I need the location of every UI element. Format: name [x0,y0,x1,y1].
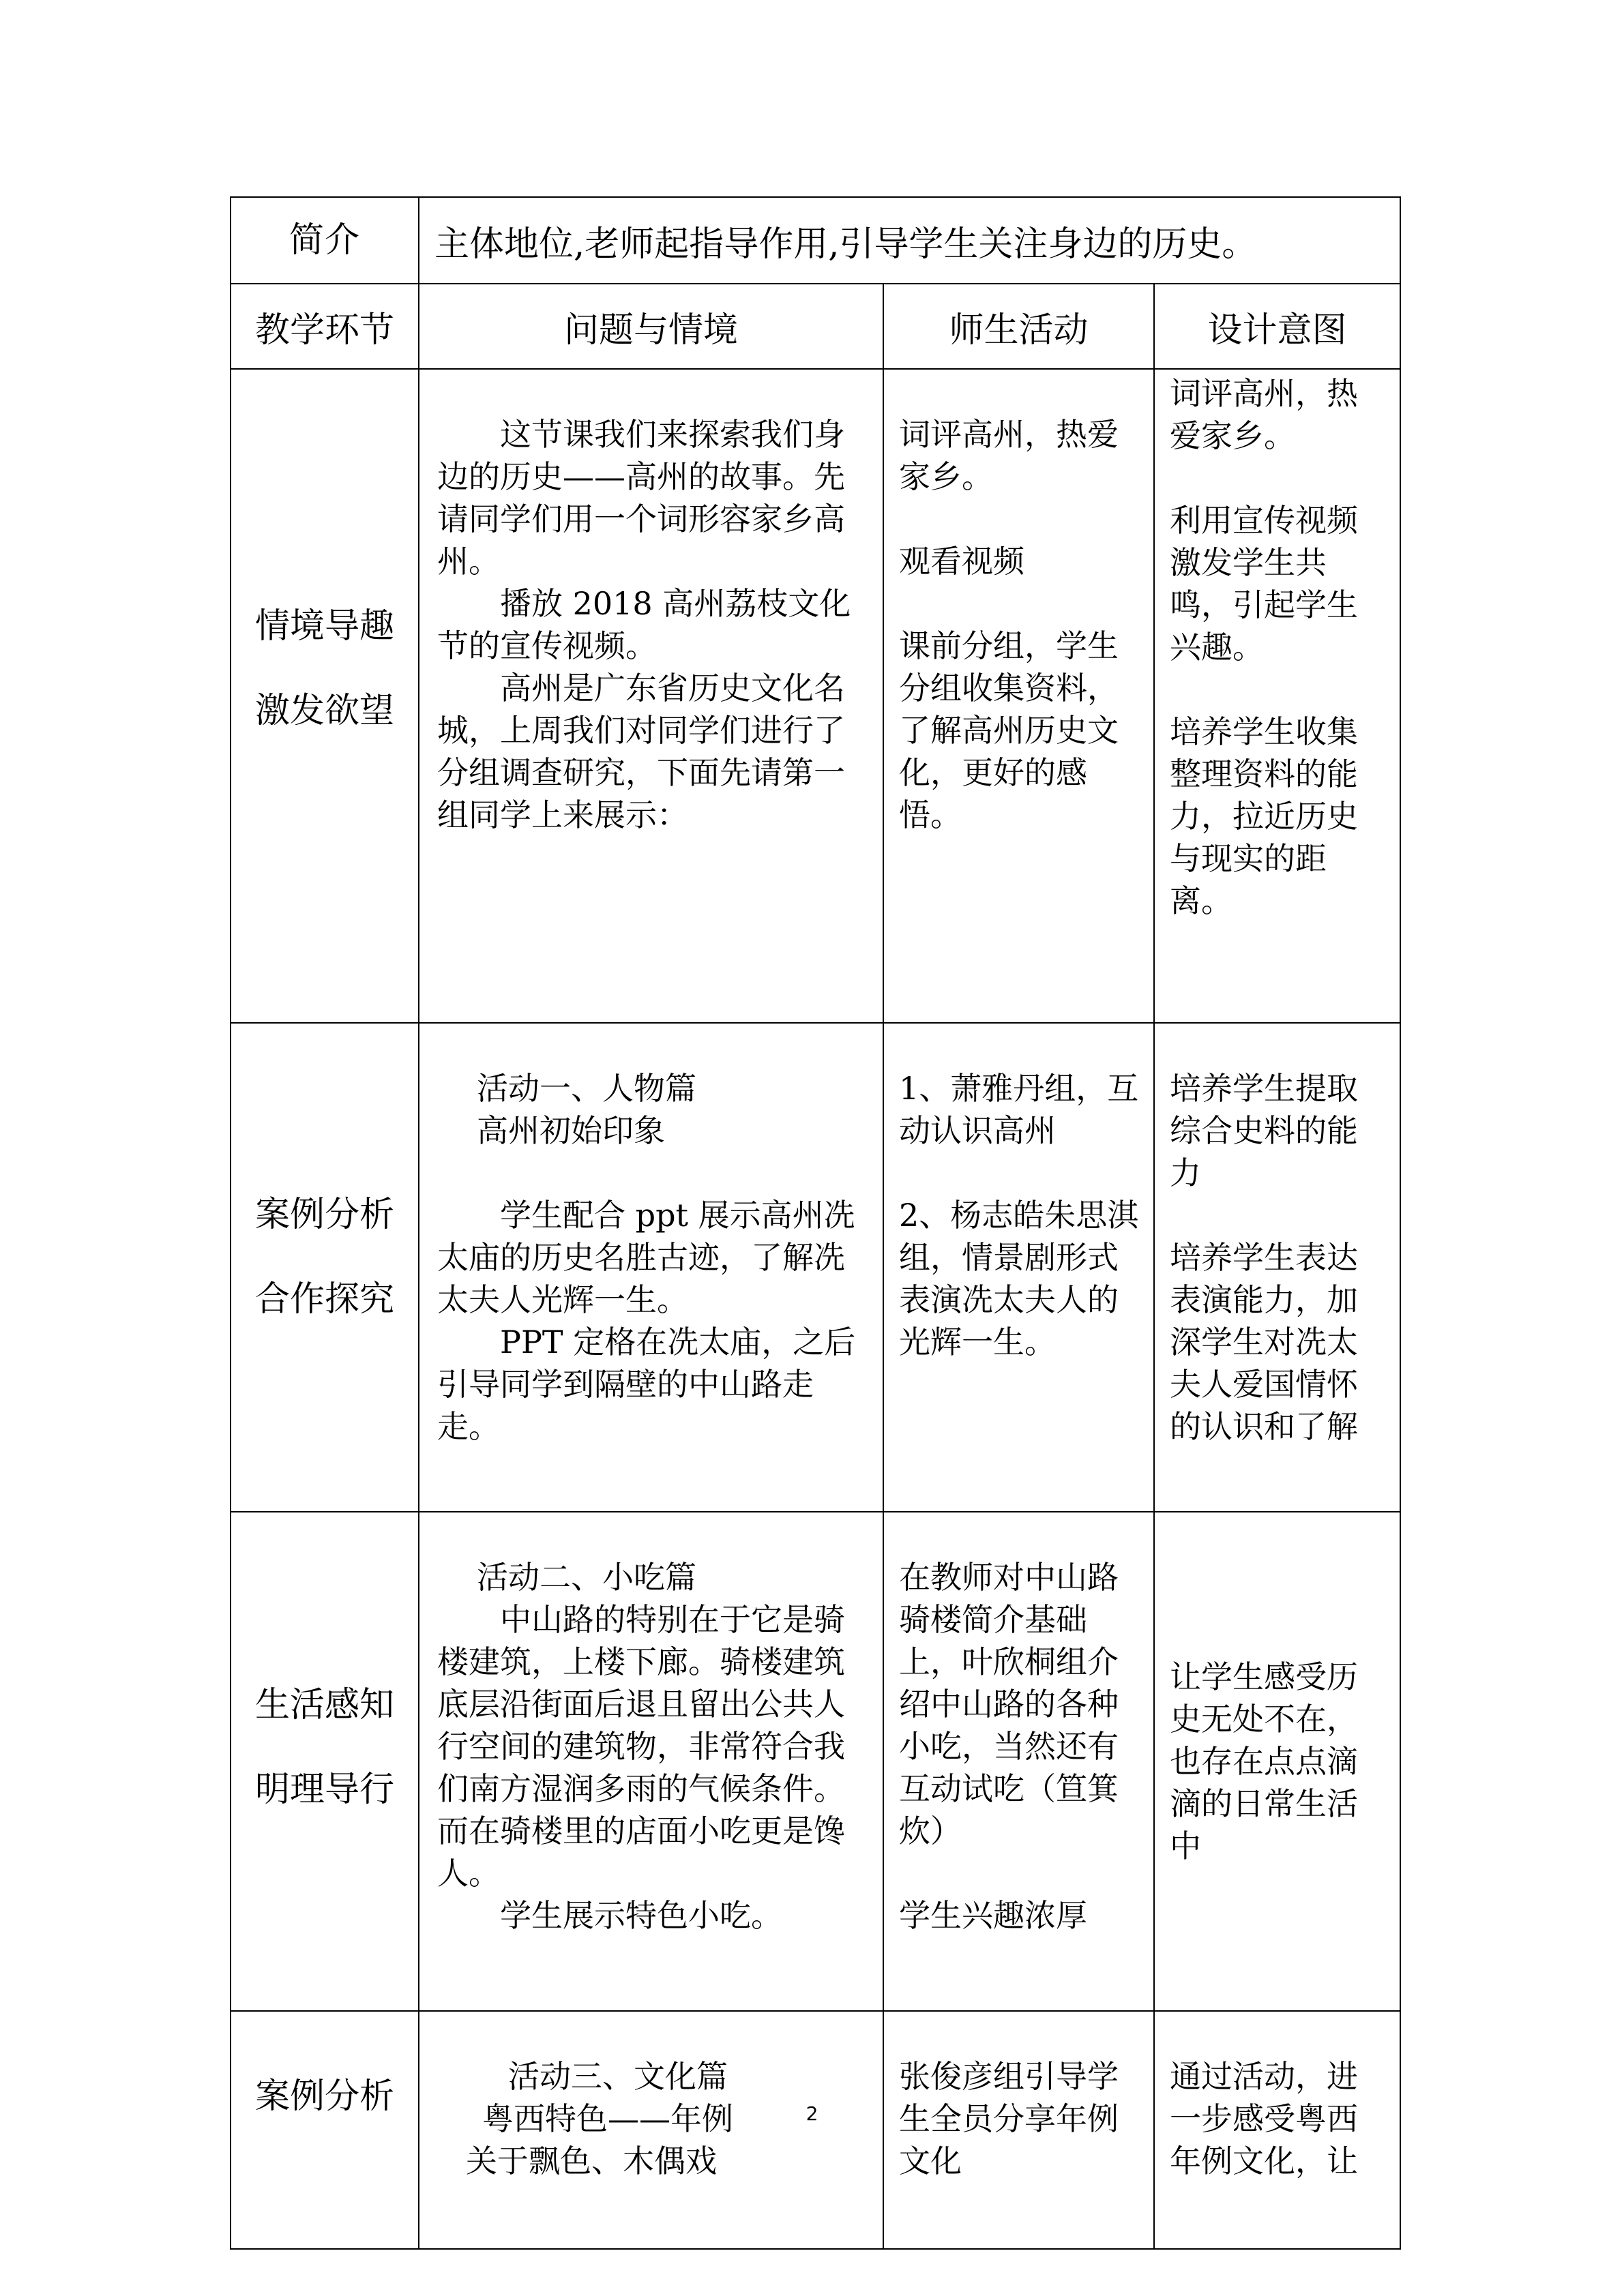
intent-paragraph: 通过活动，进一步感受粤西年例文化，让 [1170,2058,1358,2179]
question-paragraph: 学生配合 ppt 展示高州冼太庙的历史名胜古迹，了解冼太夫人光辉一生。 [437,1197,855,1318]
intro-row [231,197,1400,284]
intent-paragraph: 培养学生提取综合史料的能力 [1170,1070,1358,1191]
question-cell [419,1512,883,2011]
activity-subtitle: 粤西特色——年例 [482,2100,733,2137]
table-row [231,1023,1400,1512]
activity-paragraph: 1、萧雅丹组，互动认识高州 [899,1070,1139,1149]
activity-subtitle: 高州初始印象 [477,1112,665,1149]
activity-cell [883,369,1154,1023]
intent-paragraph: 培养学生表达表演能力，加深学生对冼太夫人爱国情怀的认识和了解 [1170,1239,1358,1445]
stage-label-line1: 案例分析 [254,2076,394,2117]
stage-label-line1: 生活感知 [254,1685,394,1725]
header-row [231,284,1400,369]
header-question: 问题与情境 [419,284,883,369]
activity-title: 活动一、人物篇 [477,1070,696,1107]
question-cell [419,2011,883,2249]
activity-title: 活动三、文化篇 [508,2058,728,2095]
activity-paragraph: 在教师对中山路骑楼简介基础上，叶欣桐组介绍中山路的各种小吃，当然还有互动试吃（笪箕炊） [899,1559,1119,1849]
stage-label [231,369,419,1023]
activity-paragraph: 词评高州，热爱家乡。 [899,416,1119,495]
table-row [231,1512,1400,2011]
activity-cell [883,1512,1154,2011]
header-activity: 师生活动 [883,284,1154,369]
intent-paragraph: 让学生感受历史无处不在，也存在点点滴滴的日常生活中 [1170,1658,1358,1864]
table-row [231,2011,1400,2249]
intent-paragraph: 利用宣传视频激发学生共鸣，引起学生兴趣。 [1170,502,1358,666]
stage-label-line1: 案例分析 [254,1194,394,1235]
stage-label-line2: 激发欲望 [254,690,394,731]
header-intent: 设计意图 [1154,284,1400,369]
activity-subtitle: 关于飘色、木偶戏 [466,2143,717,2179]
activity-paragraph: 课前分组，学生分组收集资料，了解高州历史文化，更好的感悟。 [899,627,1119,833]
question-paragraph: 学生展示特色小吃。 [500,1897,782,1934]
intent-paragraph: 培养学生收集整理资料的能力，拉近历史与现实的距离。 [1170,713,1358,919]
lesson-plan-table [230,196,1401,2250]
intro-text: 主体地位,老师起指导作用,引导学生关注身边的历史。 [419,197,1400,284]
intro-label: 简介 [231,197,419,284]
activity-cell [883,2011,1154,2249]
activity-paragraph: 观看视频 [899,543,1024,580]
intent-paragraph: 词评高州，热爱家乡。 [1170,375,1358,454]
intent-cell [1154,2011,1400,2249]
stage-label [231,1512,419,2011]
stage-label-line1: 情境导趣 [254,606,394,646]
activity-paragraph: 2、杨志皓朱思淇组，情景剧形式表演冼太夫人的光辉一生。 [899,1197,1139,1360]
stage-label [231,1023,419,1512]
intent-cell [1154,369,1400,1023]
question-cell [419,1023,883,1512]
stage-label [231,2011,419,2249]
question-paragraph: PPT 定格在冼太庙，之后引导同学到隔壁的中山路走走。 [437,1324,856,1445]
question-paragraph: 中山路的特别在于它是骑楼建筑，上楼下廊。骑楼建筑底层沿街面后退且留出公共人行空间的建筑物，非常符合我们南方湿润多雨的气候条件。而在骑楼里的店面小吃更是馋人。 [437,1601,845,1892]
table-row [231,369,1400,1023]
page-number: 2 [806,2102,818,2125]
question-paragraph: 这节课我们来探索我们身边的历史——高州的故事。先请同学们用一个词形容家乡高州。 [437,416,845,580]
activity-paragraph: 学生兴趣浓厚 [899,1897,1087,1934]
activity-cell [883,1023,1154,1512]
stage-label-line2: 明理导行 [254,1770,394,1810]
intent-cell [1154,1023,1400,1512]
header-stage: 教学环节 [231,284,419,369]
activity-title: 活动二、小吃篇 [477,1559,696,1596]
activity-paragraph: 张俊彦组引导学生全员分享年例文化 [899,2058,1119,2179]
stage-label-line2: 合作探究 [254,1279,394,1320]
question-paragraph: 高州是广东省历史文化名城，上周我们对同学们进行了分组调查研究，下面先请第一组同学上来展示： [437,670,845,833]
question-paragraph: 播放 2018 高州荔枝文化节的宣传视频。 [437,585,851,664]
question-cell [419,369,883,1023]
intent-cell [1154,1512,1400,2011]
